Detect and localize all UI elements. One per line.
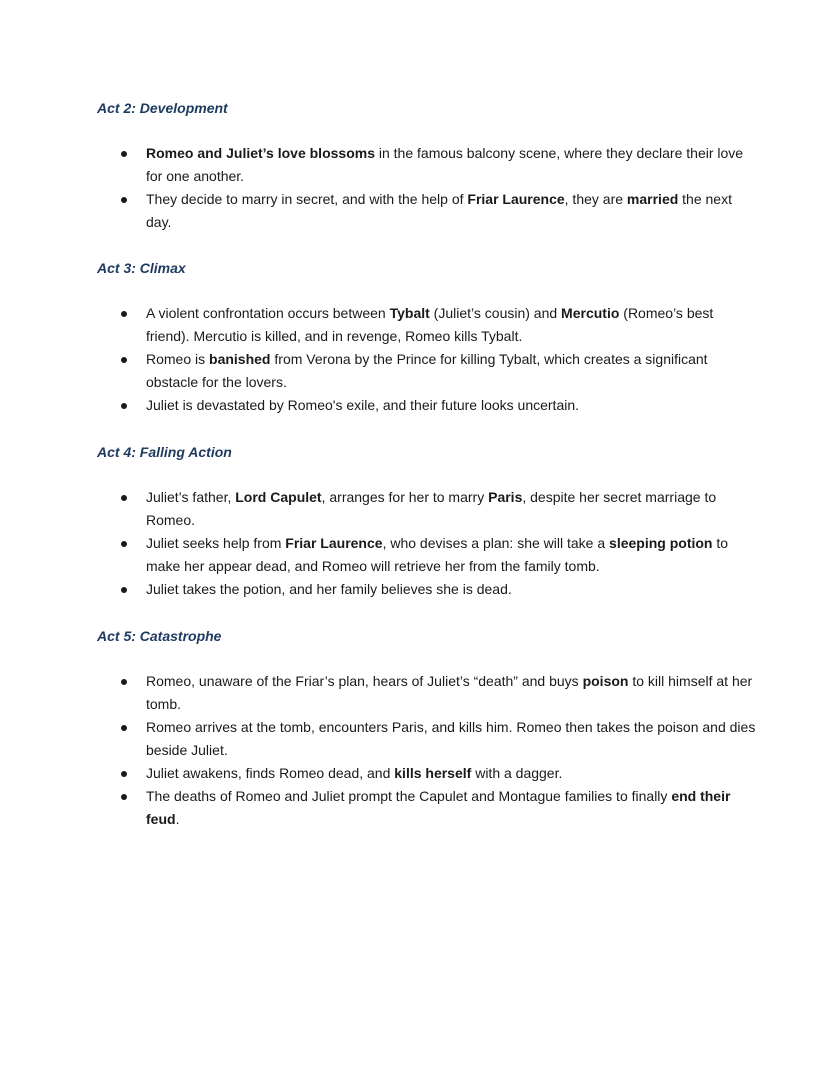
text-run: , they are xyxy=(564,191,627,207)
bold-run: Lord Capulet xyxy=(235,489,322,505)
text-run: Juliet is devastated by Romeo's exile, and their future looks uncertain. xyxy=(146,397,580,413)
text-run: Juliet’s father, xyxy=(146,489,236,505)
text-run: , despite her secret marriage to Romeo. xyxy=(146,489,717,528)
bullet-text xyxy=(146,145,743,184)
act-3-section xyxy=(97,258,757,417)
text-run: , who devises a plan: she will take a xyxy=(382,535,610,551)
bullet-item xyxy=(97,188,757,234)
bullet-text xyxy=(146,351,708,390)
text-run: Romeo arrives at the tomb, encounters Paris, and kills him. Romeo then takes the poison and dies beside Juliet. xyxy=(146,719,756,758)
text-run: (Juliet’s cousin) and xyxy=(429,305,562,321)
bullet-icon xyxy=(121,495,127,501)
text-run: A violent confrontation occurs between xyxy=(146,305,390,321)
bold-run: poison xyxy=(582,673,629,689)
bullet-item xyxy=(97,532,757,578)
text-run: with a dagger. xyxy=(471,765,563,781)
act-5-list xyxy=(97,670,757,831)
bullet-item xyxy=(97,785,757,831)
bullet-text xyxy=(146,765,562,781)
act-4-list xyxy=(97,486,757,601)
act-2-heading: Act 2: Development xyxy=(97,100,228,116)
bold-run: Paris xyxy=(488,489,523,505)
bold-run: Romeo and Juliet’s love blossoms xyxy=(146,145,375,161)
bullet-item xyxy=(97,302,757,348)
bullet-icon xyxy=(121,197,127,203)
act-2-section xyxy=(97,98,757,234)
bullet-text xyxy=(146,397,579,413)
text-run: Juliet awakens, finds Romeo dead, and xyxy=(146,765,395,781)
bullet-item xyxy=(97,762,757,785)
bullet-item xyxy=(97,142,757,188)
bold-run: kills herself xyxy=(394,765,472,781)
bullet-icon xyxy=(121,679,127,685)
bold-run: sleeping potion xyxy=(609,535,713,551)
bold-run: banished xyxy=(209,351,271,367)
act-3-heading: Act 3: Climax xyxy=(97,260,186,276)
act-4-section xyxy=(97,442,757,601)
text-run: The deaths of Romeo and Juliet prompt the Capulet and Montague families to finally xyxy=(146,788,672,804)
bullet-icon xyxy=(121,541,127,547)
text-run: to kill himself at her tomb. xyxy=(146,673,753,712)
bullet-text xyxy=(146,489,716,528)
bullet-icon xyxy=(121,794,127,800)
text-run: They decide to marry in secret, and with the help of xyxy=(146,191,468,207)
bullet-text xyxy=(146,788,730,827)
bullet-icon xyxy=(121,311,127,317)
bullet-item xyxy=(97,486,757,532)
text-run: from Verona by the Prince for killing Tybalt, which creates a significant obstacle for the lovers. xyxy=(146,351,708,390)
bullet-text xyxy=(146,535,728,574)
act-3-list xyxy=(97,302,757,417)
text-run: Juliet seeks help from xyxy=(146,535,286,551)
bold-run: Friar Laurence xyxy=(467,191,565,207)
act-5-heading: Act 5: Catastrophe xyxy=(97,628,222,644)
text-run: Juliet takes the potion, and her family believes she is dead. xyxy=(146,581,512,597)
bold-run: Mercutio xyxy=(561,305,620,321)
text-run: the next day. xyxy=(146,191,732,230)
bold-run: married xyxy=(626,191,679,207)
bold-run: end their feud xyxy=(146,788,731,827)
bold-run: Tybalt xyxy=(389,305,430,321)
bullet-item xyxy=(97,716,757,762)
bullet-item xyxy=(97,394,757,417)
text-run: Romeo, unaware of the Friar’s plan, hears of Juliet’s “death” and buys xyxy=(146,673,583,689)
bullet-item xyxy=(97,578,757,601)
bullet-text xyxy=(146,673,752,712)
text-run: , arranges for her to marry xyxy=(321,489,489,505)
bullet-text xyxy=(146,581,512,597)
text-run: Romeo is xyxy=(146,351,210,367)
act-5-section xyxy=(97,626,757,831)
bullet-icon xyxy=(121,587,127,593)
act-2-list xyxy=(97,142,757,234)
text-run: to make her appear dead, and Romeo will retrieve her from the family tomb. xyxy=(146,535,729,574)
bullet-item xyxy=(97,348,757,394)
text-run: in the famous balcony scene, where they declare their love for one another. xyxy=(146,145,744,184)
text-run: . xyxy=(175,811,180,827)
bullet-icon xyxy=(121,151,127,157)
bullet-icon xyxy=(121,357,127,363)
text-run: (Romeo’s best friend). Mercutio is killed, and in revenge, Romeo kills Tybalt. xyxy=(146,305,714,344)
bullet-icon xyxy=(121,403,127,409)
bullet-text xyxy=(146,305,713,344)
bullet-icon xyxy=(121,725,127,731)
bullet-item xyxy=(97,670,757,716)
bold-run: Friar Laurence xyxy=(285,535,383,551)
bullet-text xyxy=(146,719,755,758)
act-4-heading: Act 4: Falling Action xyxy=(97,444,232,460)
bullet-text xyxy=(146,191,732,230)
bullet-icon xyxy=(121,771,127,777)
